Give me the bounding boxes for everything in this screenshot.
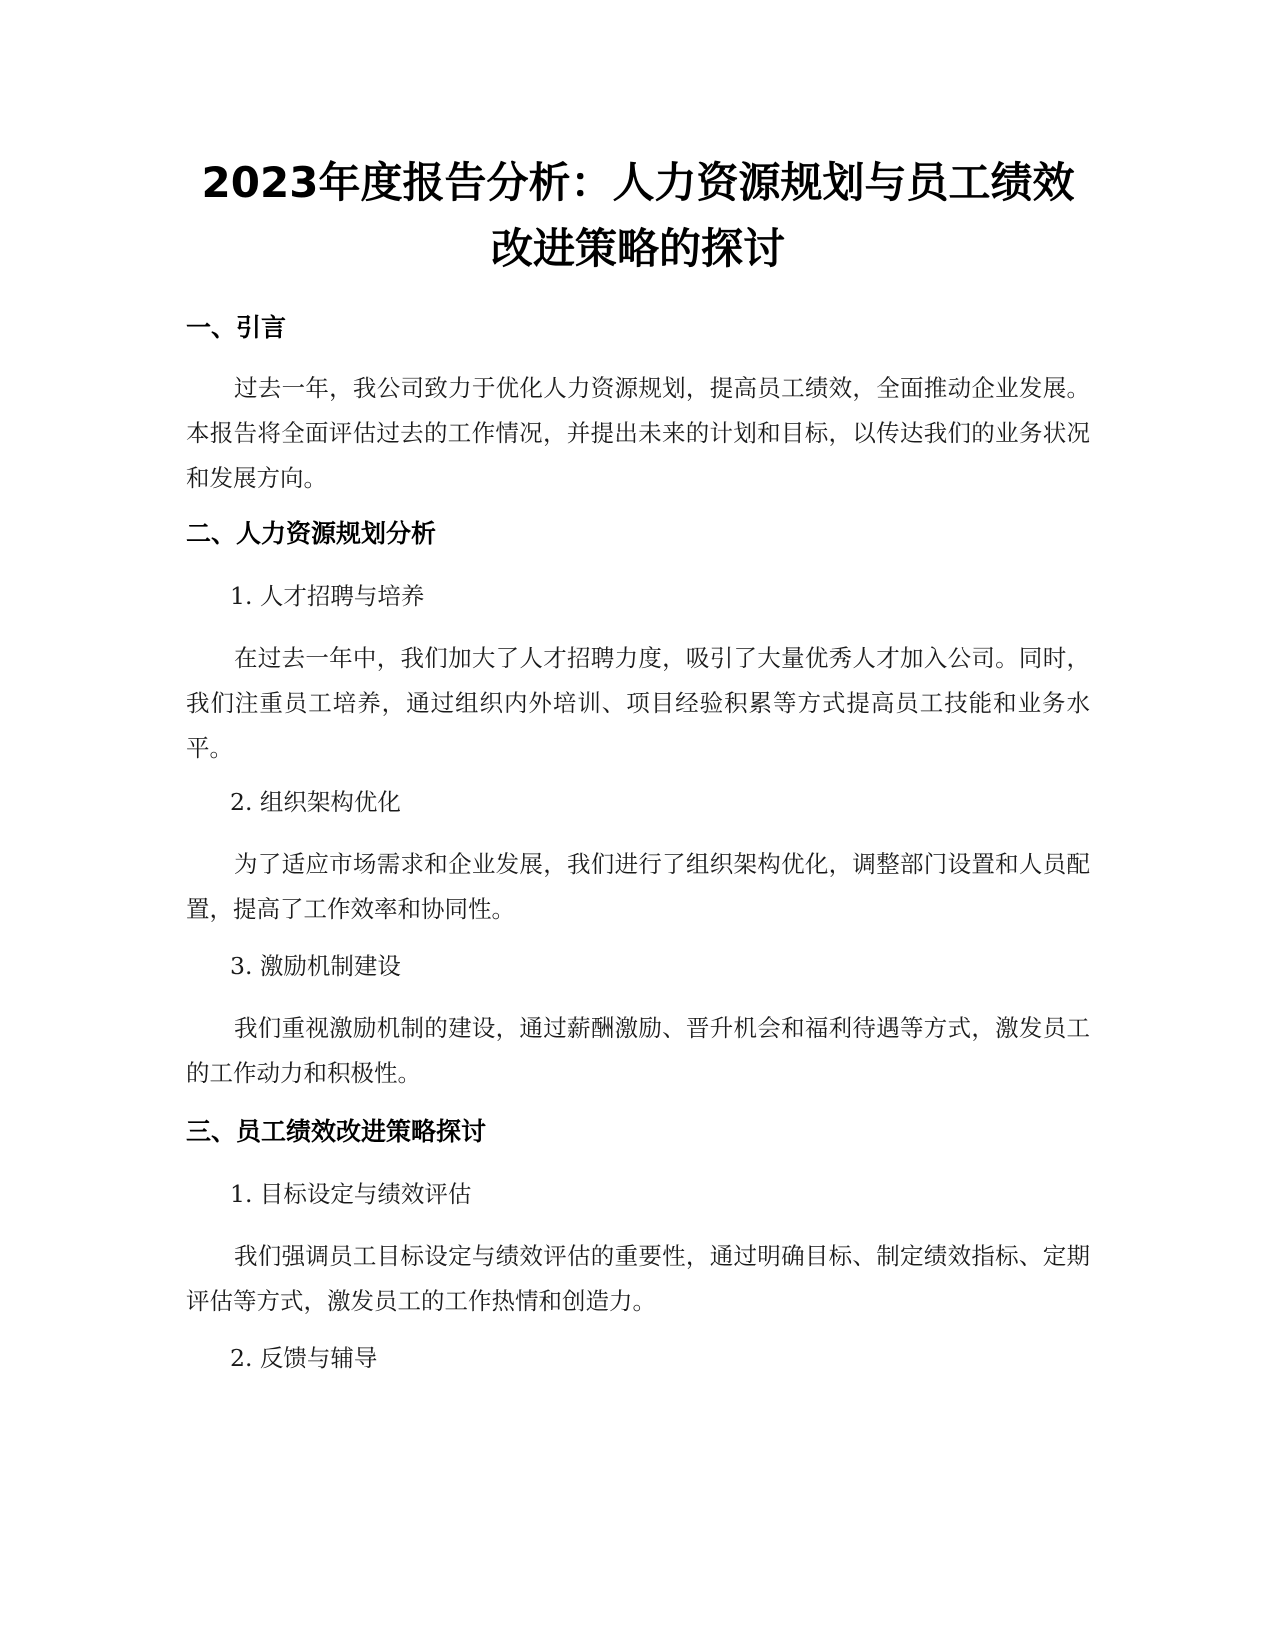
subheading-feedback: 2. 反馈与辅导: [230, 1344, 378, 1372]
paragraph-organization: 为了适应市场需求和企业发展，我们进行了组织架构优化，调整部门设置和人员配置，提高了工作效率和协同性。: [186, 850, 1090, 923]
paragraph-incentive: 我们重视激励机制的建设，通过薪酬激励、晋升机会和福利待遇等方式，激发员工的工作动力和积极性。: [186, 1014, 1090, 1087]
paragraph-talent: 在过去一年中，我们加大了人才招聘力度，吸引了大量优秀人才加入公司。同时，我们注重员工培养，通过组织内外培训、项目经验积累等方式提高员工技能和业务水平。: [186, 644, 1090, 762]
section-heading-intro: 一、引言: [186, 313, 287, 342]
subheading-incentive: 3. 激励机制建设: [230, 952, 401, 980]
section-paragraph-intro: 过去一年，我公司致力于优化人力资源规划，提高员工绩效，全面推动企业发展。本报告将全面评估过去的工作情况，并提出未来的计划和目标，以传达我们的业务状况和发展方向。: [186, 374, 1090, 492]
paragraph-goal-setting: 我们强调员工目标设定与绩效评估的重要性，通过明确目标、制定绩效指标、定期评估等方式，激发员工的工作热情和创造力。: [186, 1242, 1090, 1315]
subheading-talent: 1. 人才招聘与培养: [230, 582, 425, 610]
subheading-organization: 2. 组织架构优化: [230, 788, 401, 816]
document-title: 2023年度报告分析：人力资源规划与员工绩效改进策略的探讨: [201, 158, 1075, 273]
section-heading-performance: 三、员工绩效改进策略探讨: [186, 1117, 487, 1146]
section-heading-hr-planning: 二、人力资源规划分析: [186, 519, 437, 548]
subheading-goal-setting: 1. 目标设定与绩效评估: [230, 1180, 472, 1208]
